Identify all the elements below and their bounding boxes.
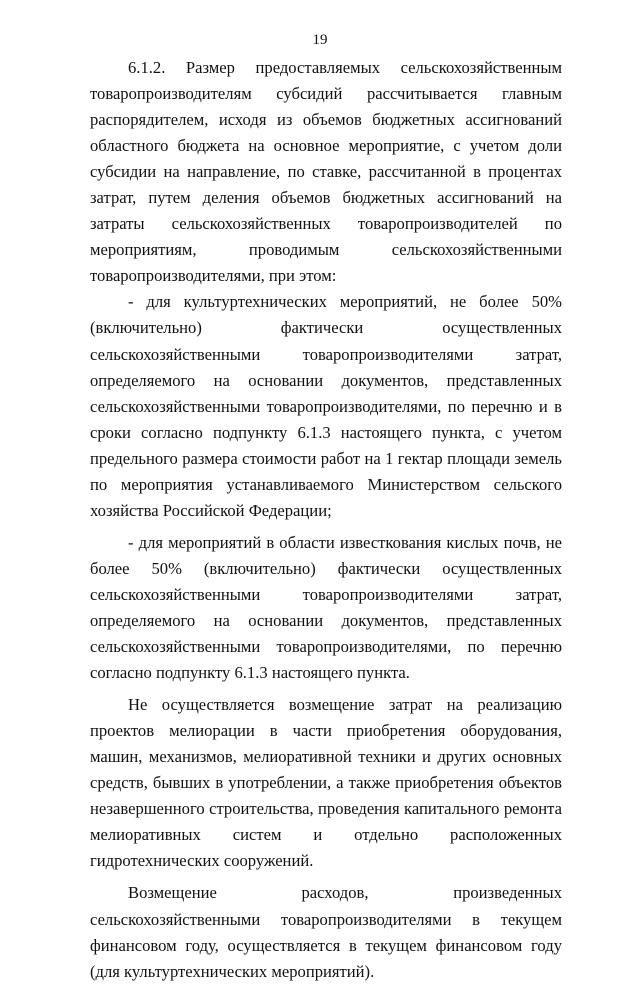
paragraph-liming-measures: - для мероприятий в области известкования кислых почв, не более 50% (включительно) фактически осуществленных сельскохозяйственными товаропроизводителями затрат, определяемого на основании документов, представленных сельскохозяйственными товаропроизводителями, по перечню согласно подпункту 6.1.3 настоящего пункта. bbox=[90, 532, 562, 683]
page-number: 19 bbox=[312, 32, 328, 48]
document-body bbox=[90, 55, 562, 985]
paragraph-6-1-2: 6.1.2. Размер предоставляемых сельскохозяйственным товаропроизводителям субсидий рассчитывается главным распорядителем, исходя из объемов бюджетных ассигнований областного бюджета на основное мероприятие, с учетом доли субсидии на направление, по ставке, рассчитанной в процентах затрат, путем деления объемов бюджетных ассигнований на затраты сельскохозяйственных товаропроизводителей по мероприятиям, проводимым сельскохозяйственными товаропроизводителями, при этом: bbox=[90, 58, 562, 286]
paragraph-cultural-technical-measures: - для культуртехнических мероприятий, не более 50% (включительно) фактически осуществленных сельскохозяйственными товаропроизводителями затрат, определяемого на основании документов, представленных сельскохозяйственными товаропроизводителями, по перечню и в сроки согласно подпункту 6.1.3 настоящего пункта, с учетом предельного размера стоимости работ на 1 гектар площади земель по мероприятия устанавливаемого Министерством сельского хозяйства Российской Федерации; bbox=[90, 292, 562, 520]
paragraph-reimbursement-period: Возмещение расходов, произведенных сельскохозяйственными товаропроизводителями в текущем финансовом году, осуществляется в текущем финансовом году (для культуртехнических мероприятий). bbox=[90, 883, 562, 981]
paragraph-no-reimbursement: Не осуществляется возмещение затрат на реализацию проектов мелиорации в части приобретения оборудования, машин, механизмов, мелиоративной техники и других основных средств, бывших в употреблении, а также приобретения объектов незавершенного строительства, проведения капитального ремонта мелиоративных систем и отдельно расположенных гидротехнических сооружений. bbox=[90, 695, 562, 871]
